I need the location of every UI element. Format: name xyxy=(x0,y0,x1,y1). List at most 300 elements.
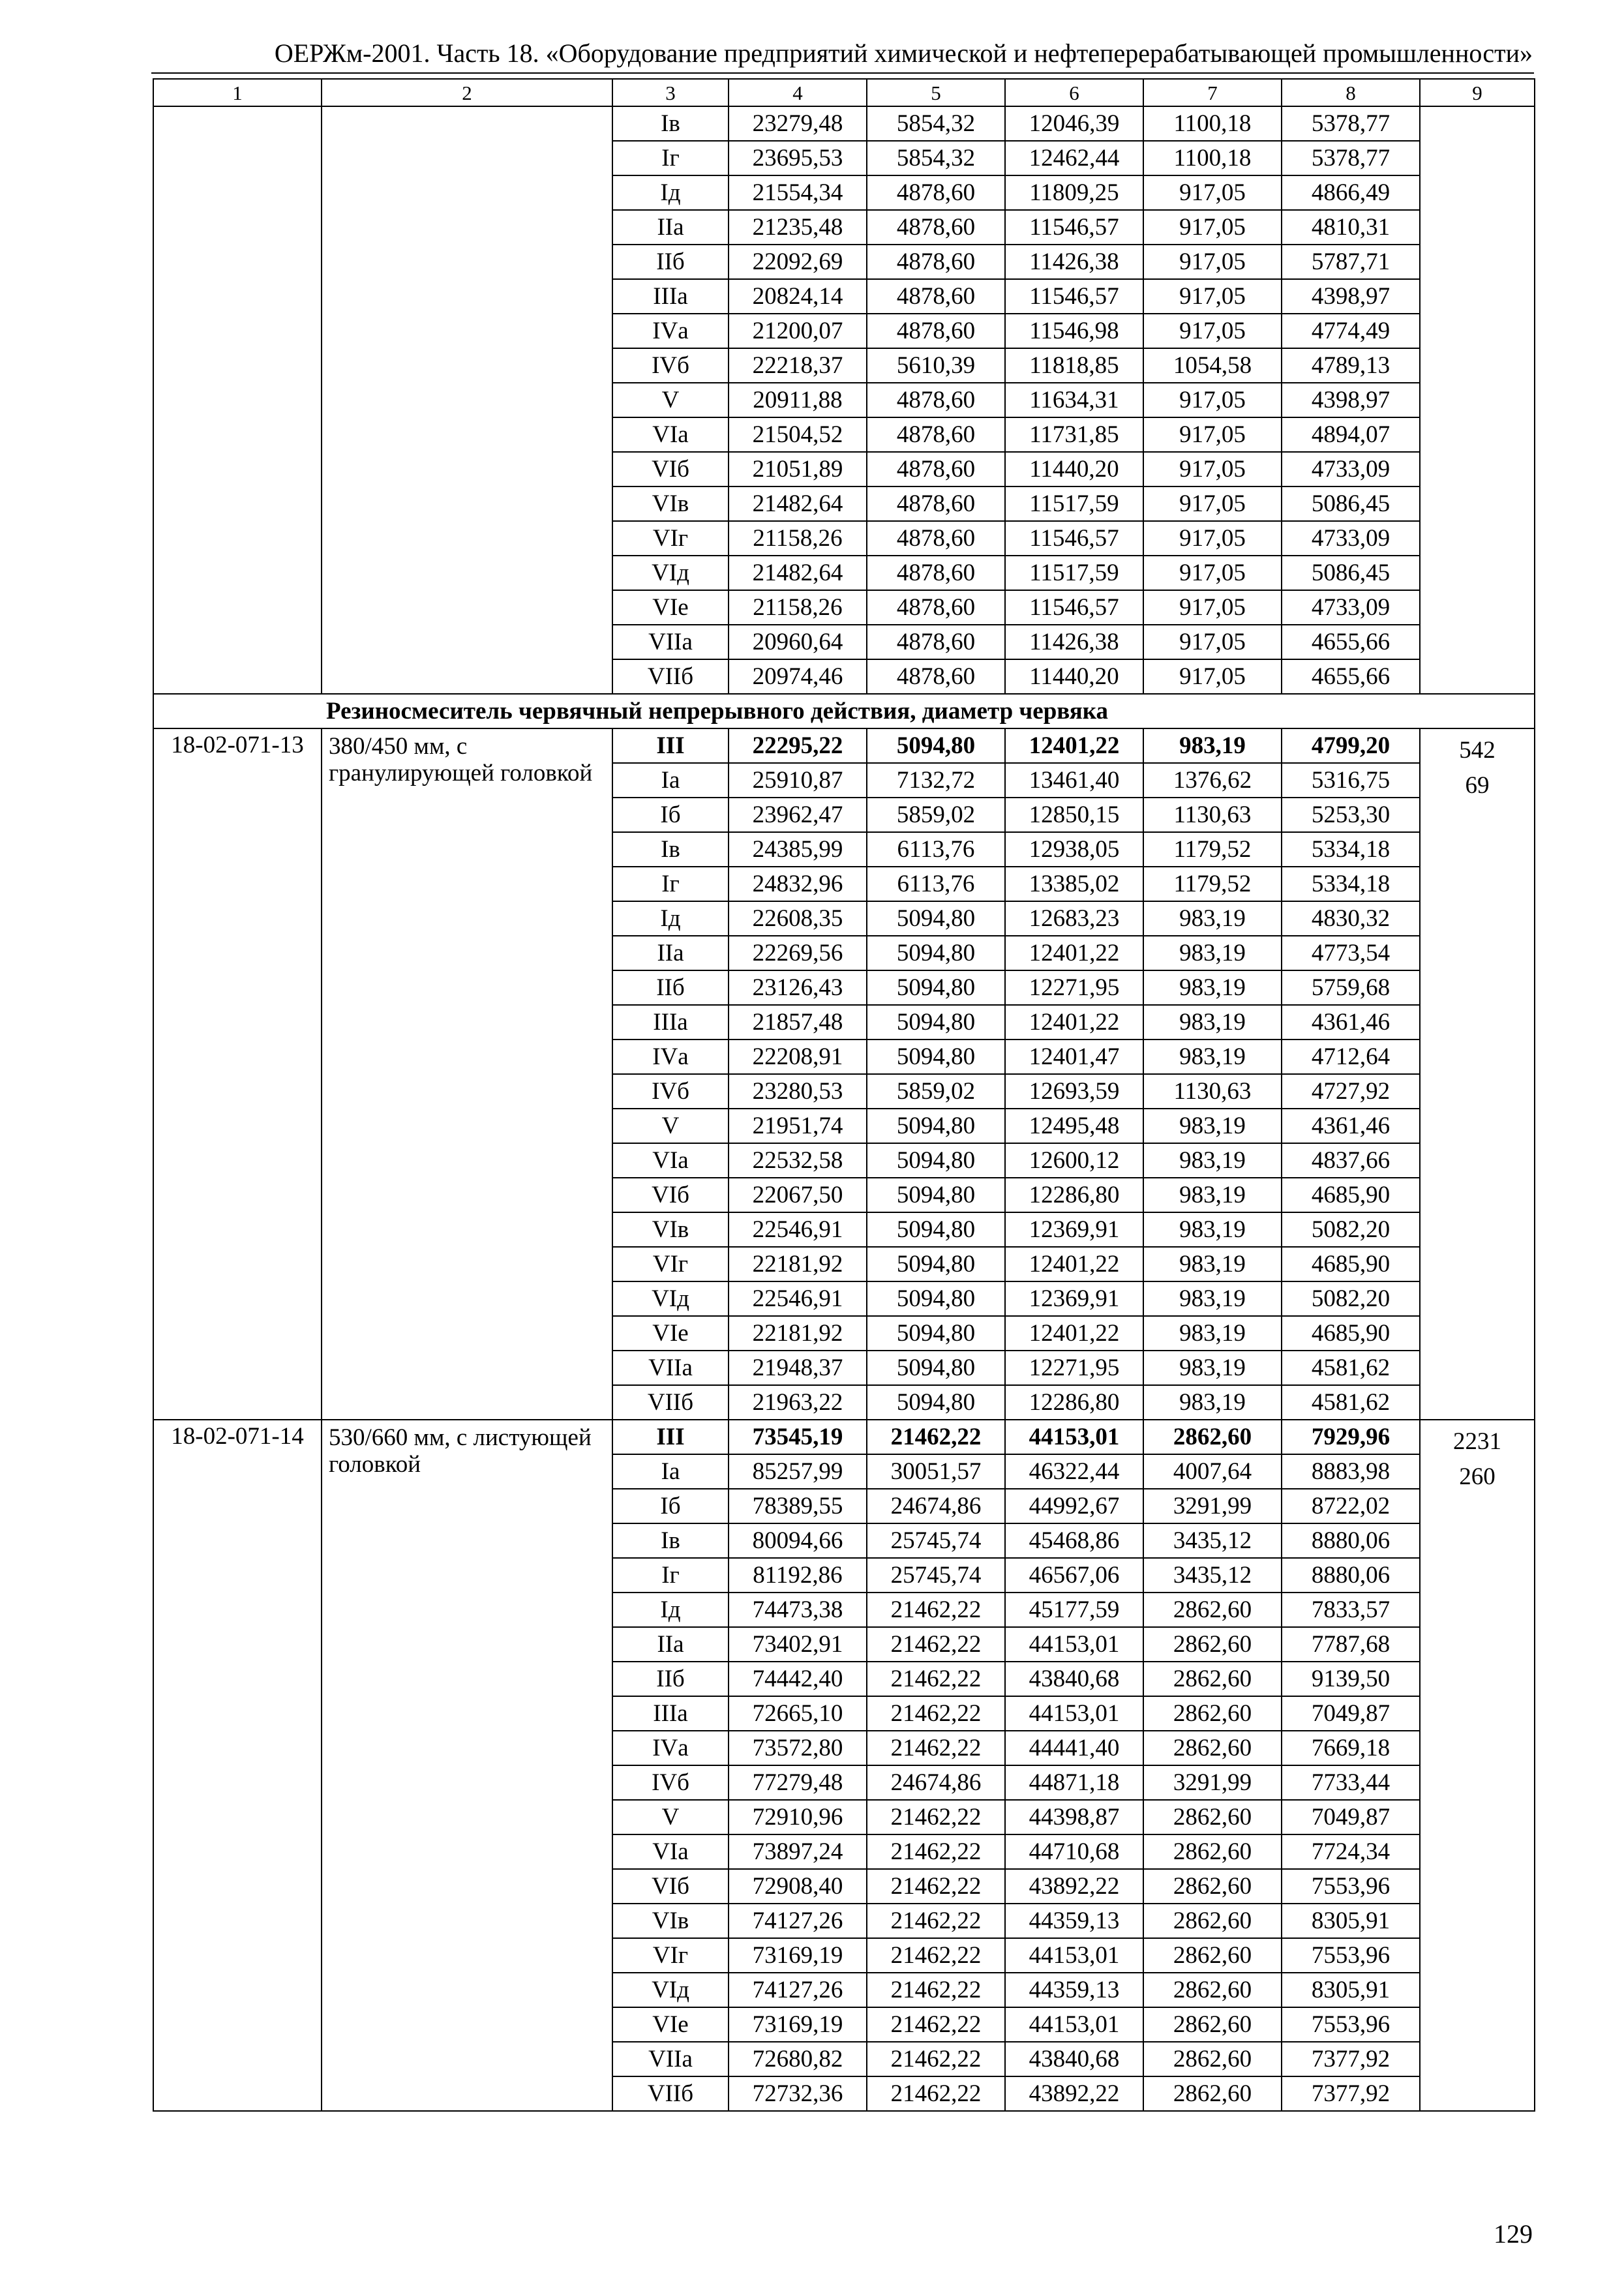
value-col7: 917,05 xyxy=(1143,556,1282,590)
region-code: VIIб xyxy=(612,2076,729,2111)
value-col6: 11426,38 xyxy=(1005,245,1143,279)
value-col8: 4398,97 xyxy=(1282,383,1420,417)
region-code: V xyxy=(612,1800,729,1834)
value-col5: 5094,80 xyxy=(867,1247,1005,1281)
value-col6: 11440,20 xyxy=(1005,452,1143,486)
value-col7: 1376,62 xyxy=(1143,763,1282,798)
value-col5: 5610,39 xyxy=(867,348,1005,383)
region-code: Iб xyxy=(612,798,729,832)
region-code: VIб xyxy=(612,1178,729,1212)
value-col5: 5094,80 xyxy=(867,1040,1005,1074)
value-col6: 44153,01 xyxy=(1005,1696,1143,1731)
value-col5: 5094,80 xyxy=(867,1281,1005,1316)
value-col8: 7553,96 xyxy=(1282,1938,1420,1973)
value-col6: 11731,85 xyxy=(1005,417,1143,452)
region-code: VIа xyxy=(612,1834,729,1869)
value-col7: 983,19 xyxy=(1143,901,1282,936)
region-code: Iв xyxy=(612,832,729,867)
value-col6: 11546,57 xyxy=(1005,210,1143,245)
value-col7: 2862,60 xyxy=(1143,1662,1282,1696)
value-col5: 4878,60 xyxy=(867,279,1005,314)
value-col5: 21462,22 xyxy=(867,1627,1005,1662)
value-col6: 46567,06 xyxy=(1005,1558,1143,1593)
value-col5: 4878,60 xyxy=(867,245,1005,279)
value-col4: 20974,46 xyxy=(729,659,867,694)
value-col7: 983,19 xyxy=(1143,936,1282,970)
value-col8: 4789,13 xyxy=(1282,348,1420,383)
value-col5: 5094,80 xyxy=(867,1351,1005,1385)
region-code: VIг xyxy=(612,1938,729,1973)
value-col6: 12401,47 xyxy=(1005,1040,1143,1074)
value-col6: 12401,22 xyxy=(1005,1316,1143,1351)
value-col7: 2862,60 xyxy=(1143,2007,1282,2042)
value-col8: 4830,32 xyxy=(1282,901,1420,936)
item-name: 380/450 мм, с гранулирующей головкой xyxy=(322,728,612,1420)
value-col7: 2862,60 xyxy=(1143,2076,1282,2111)
value-col4: 22295,22 xyxy=(729,728,867,763)
value-col4: 73402,91 xyxy=(729,1627,867,1662)
value-col7: 2862,60 xyxy=(1143,1800,1282,1834)
value-col5: 21462,22 xyxy=(867,2007,1005,2042)
value-col4: 21963,22 xyxy=(729,1385,867,1420)
value-col7: 983,19 xyxy=(1143,1351,1282,1385)
value-col5: 5094,80 xyxy=(867,1109,1005,1143)
value-col5: 21462,22 xyxy=(867,1800,1005,1834)
region-code: IVб xyxy=(612,1765,729,1800)
value-col6: 11546,98 xyxy=(1005,314,1143,348)
region-code: Iа xyxy=(612,763,729,798)
value-col4: 80094,66 xyxy=(729,1523,867,1558)
value-col5: 5854,32 xyxy=(867,106,1005,141)
value-col4: 81192,86 xyxy=(729,1558,867,1593)
value-col8: 4774,49 xyxy=(1282,314,1420,348)
value-col4: 22181,92 xyxy=(729,1316,867,1351)
region-code: VIа xyxy=(612,417,729,452)
value-col6: 44359,13 xyxy=(1005,1973,1143,2007)
value-col5: 4878,60 xyxy=(867,417,1005,452)
value-col7: 983,19 xyxy=(1143,1040,1282,1074)
value-col8: 7377,92 xyxy=(1282,2042,1420,2076)
value-col8: 4361,46 xyxy=(1282,1109,1420,1143)
value-col5: 5859,02 xyxy=(867,1074,1005,1109)
value-col8: 5316,75 xyxy=(1282,763,1420,798)
region-code: V xyxy=(612,1109,729,1143)
value-col5: 25745,74 xyxy=(867,1523,1005,1558)
col9-cell xyxy=(1420,728,1535,1420)
value-col5: 4878,60 xyxy=(867,210,1005,245)
value-col4: 20911,88 xyxy=(729,383,867,417)
value-col5: 4878,60 xyxy=(867,625,1005,659)
header-divider xyxy=(151,72,1534,74)
value-col6: 43840,68 xyxy=(1005,1662,1143,1696)
column-number: 6 xyxy=(1005,79,1143,106)
value-col8: 5086,45 xyxy=(1282,556,1420,590)
region-code: VIIа xyxy=(612,2042,729,2076)
value-col4: 24385,99 xyxy=(729,832,867,867)
value-col6: 13385,02 xyxy=(1005,867,1143,901)
region-code: VIIа xyxy=(612,625,729,659)
value-col5: 5859,02 xyxy=(867,798,1005,832)
value-col6: 44153,01 xyxy=(1005,2007,1143,2042)
value-col4: 25910,87 xyxy=(729,763,867,798)
region-code: VIв xyxy=(612,486,729,521)
region-code: VIе xyxy=(612,590,729,625)
value-col6: 44710,68 xyxy=(1005,1834,1143,1869)
value-col6: 12938,05 xyxy=(1005,832,1143,867)
column-number: 1 xyxy=(153,79,322,106)
value-col8: 4727,92 xyxy=(1282,1074,1420,1109)
value-col8: 7787,68 xyxy=(1282,1627,1420,1662)
value-col8: 7553,96 xyxy=(1282,2007,1420,2042)
value-col6: 11818,85 xyxy=(1005,348,1143,383)
value-col8: 4733,09 xyxy=(1282,452,1420,486)
region-code: VIв xyxy=(612,1212,729,1247)
value-col5: 6113,76 xyxy=(867,867,1005,901)
region-code: Iд xyxy=(612,901,729,936)
region-code: Iд xyxy=(612,1593,729,1627)
value-col6: 12286,80 xyxy=(1005,1178,1143,1212)
value-col4: 21235,48 xyxy=(729,210,867,245)
region-code: VIг xyxy=(612,1247,729,1281)
value-col5: 21462,22 xyxy=(867,1938,1005,1973)
value-col4: 23280,53 xyxy=(729,1074,867,1109)
value-col7: 983,19 xyxy=(1143,1281,1282,1316)
value-col4: 74442,40 xyxy=(729,1662,867,1696)
item-code: 18-02-071-13 xyxy=(153,728,322,1420)
value-col7: 983,19 xyxy=(1143,970,1282,1005)
value-col4: 21504,52 xyxy=(729,417,867,452)
value-col6: 12850,15 xyxy=(1005,798,1143,832)
value-col4: 22608,35 xyxy=(729,901,867,936)
column-number: 3 xyxy=(612,79,729,106)
name-cell xyxy=(322,106,612,694)
column-number: 4 xyxy=(729,79,867,106)
value-col6: 11546,57 xyxy=(1005,279,1143,314)
col9-cell xyxy=(1420,1420,1535,2111)
value-col8: 4685,90 xyxy=(1282,1316,1420,1351)
value-col4: 21158,26 xyxy=(729,521,867,556)
value-col7: 983,19 xyxy=(1143,1178,1282,1212)
value-col7: 917,05 xyxy=(1143,279,1282,314)
value-col6: 43840,68 xyxy=(1005,2042,1143,2076)
value-col4: 74127,26 xyxy=(729,1904,867,1938)
value-col6: 12046,39 xyxy=(1005,106,1143,141)
value-col8: 4685,90 xyxy=(1282,1178,1420,1212)
value-col8: 7377,92 xyxy=(1282,2076,1420,2111)
item-name: 530/660 мм, с листующей головкой xyxy=(322,1420,612,2111)
region-code: Iг xyxy=(612,867,729,901)
value-col4: 21482,64 xyxy=(729,556,867,590)
value-col5: 5094,80 xyxy=(867,936,1005,970)
value-col5: 4878,60 xyxy=(867,521,1005,556)
value-col7: 2862,60 xyxy=(1143,1696,1282,1731)
value-col4: 72910,96 xyxy=(729,1800,867,1834)
value-col5: 7132,72 xyxy=(867,763,1005,798)
section-title: Резиносмеситель червячный непрерывного действия, диаметр червяка xyxy=(153,694,1535,728)
value-col5: 21462,22 xyxy=(867,1420,1005,1454)
value-col4: 21857,48 xyxy=(729,1005,867,1040)
value-col5: 4878,60 xyxy=(867,452,1005,486)
value-col7: 2862,60 xyxy=(1143,1973,1282,2007)
value-col8: 5082,20 xyxy=(1282,1212,1420,1247)
region-code: VIа xyxy=(612,1143,729,1178)
value-col7: 917,05 xyxy=(1143,521,1282,556)
value-col4: 21948,37 xyxy=(729,1351,867,1385)
value-col5: 5094,80 xyxy=(867,1005,1005,1040)
region-code: IVа xyxy=(612,1731,729,1765)
value-col6: 12495,48 xyxy=(1005,1109,1143,1143)
value-col5: 4878,60 xyxy=(867,175,1005,210)
value-col8: 5334,18 xyxy=(1282,832,1420,867)
value-col4: 73169,19 xyxy=(729,2007,867,2042)
value-col4: 74127,26 xyxy=(729,1973,867,2007)
column-number: 2 xyxy=(322,79,612,106)
region-code: Iб xyxy=(612,1489,729,1523)
region-code: IIIа xyxy=(612,1696,729,1731)
region-code: Iг xyxy=(612,1558,729,1593)
value-col5: 30051,57 xyxy=(867,1454,1005,1489)
value-col6: 12271,95 xyxy=(1005,1351,1143,1385)
region-code: VIд xyxy=(612,1281,729,1316)
region-code: IIб xyxy=(612,245,729,279)
value-col6: 12401,22 xyxy=(1005,728,1143,763)
region-code: IVа xyxy=(612,1040,729,1074)
column-number-row xyxy=(153,79,1535,106)
value-col8: 8305,91 xyxy=(1282,1904,1420,1938)
value-col6: 44992,67 xyxy=(1005,1489,1143,1523)
region-code: VIг xyxy=(612,521,729,556)
code-cell xyxy=(153,106,322,694)
value-col4: 77279,48 xyxy=(729,1765,867,1800)
value-col5: 21462,22 xyxy=(867,1731,1005,1765)
value-col5: 4878,60 xyxy=(867,590,1005,625)
value-col7: 917,05 xyxy=(1143,452,1282,486)
value-col7: 2862,60 xyxy=(1143,1420,1282,1454)
value-col5: 5094,80 xyxy=(867,1385,1005,1420)
value-col4: 23279,48 xyxy=(729,106,867,141)
value-col5: 24674,86 xyxy=(867,1765,1005,1800)
value-col7: 983,19 xyxy=(1143,1247,1282,1281)
value-col7: 983,19 xyxy=(1143,728,1282,763)
value-col6: 44153,01 xyxy=(1005,1627,1143,1662)
value-col8: 5253,30 xyxy=(1282,798,1420,832)
rates-table xyxy=(153,78,1535,2112)
value-col7: 3435,12 xyxy=(1143,1558,1282,1593)
value-col6: 12693,59 xyxy=(1005,1074,1143,1109)
value-col6: 44153,01 xyxy=(1005,1938,1143,1973)
region-code: IVб xyxy=(612,1074,729,1109)
value-col6: 12683,23 xyxy=(1005,901,1143,936)
value-col7: 2862,60 xyxy=(1143,1834,1282,1869)
value-col5: 21462,22 xyxy=(867,1973,1005,2007)
value-col6: 11440,20 xyxy=(1005,659,1143,694)
value-col8: 5759,68 xyxy=(1282,970,1420,1005)
value-col8: 5334,18 xyxy=(1282,867,1420,901)
column-number: 5 xyxy=(867,79,1005,106)
value-col6: 12286,80 xyxy=(1005,1385,1143,1420)
column-number: 9 xyxy=(1420,79,1535,106)
table-row xyxy=(153,106,1535,141)
value-col8: 8880,06 xyxy=(1282,1558,1420,1593)
value-col5: 5094,80 xyxy=(867,901,1005,936)
value-col5: 5094,80 xyxy=(867,970,1005,1005)
value-col4: 72665,10 xyxy=(729,1696,867,1731)
value-col5: 21462,22 xyxy=(867,1904,1005,1938)
value-col7: 3291,99 xyxy=(1143,1765,1282,1800)
value-col5: 21462,22 xyxy=(867,2076,1005,2111)
value-col6: 44359,13 xyxy=(1005,1904,1143,1938)
value-col4: 72732,36 xyxy=(729,2076,867,2111)
value-col6: 45177,59 xyxy=(1005,1593,1143,1627)
value-col6: 11634,31 xyxy=(1005,383,1143,417)
region-code: IIб xyxy=(612,970,729,1005)
value-col8: 4837,66 xyxy=(1282,1143,1420,1178)
value-col8: 4581,62 xyxy=(1282,1351,1420,1385)
value-col8: 4361,46 xyxy=(1282,1005,1420,1040)
value-col5: 25745,74 xyxy=(867,1558,1005,1593)
value-col8: 7049,87 xyxy=(1282,1800,1420,1834)
value-col5: 21462,22 xyxy=(867,1834,1005,1869)
value-col6: 12369,91 xyxy=(1005,1212,1143,1247)
col9-cell xyxy=(1420,106,1535,694)
region-code: VIIб xyxy=(612,1385,729,1420)
value-col4: 23126,43 xyxy=(729,970,867,1005)
value-col5: 21462,22 xyxy=(867,1696,1005,1731)
region-code: IIIа xyxy=(612,279,729,314)
region-code: IIа xyxy=(612,936,729,970)
region-code: IIб xyxy=(612,1662,729,1696)
value-col7: 983,19 xyxy=(1143,1316,1282,1351)
value-col5: 4878,60 xyxy=(867,486,1005,521)
region-code: VIе xyxy=(612,2007,729,2042)
value-col4: 22532,58 xyxy=(729,1143,867,1178)
region-code: VIд xyxy=(612,1973,729,2007)
page-number: 129 xyxy=(1494,2219,1533,2249)
value-col5: 5094,80 xyxy=(867,728,1005,763)
value-col4: 73897,24 xyxy=(729,1834,867,1869)
region-code: IVа xyxy=(612,314,729,348)
value-col8: 4655,66 xyxy=(1282,625,1420,659)
value-col8: 7929,96 xyxy=(1282,1420,1420,1454)
value-col6: 12369,91 xyxy=(1005,1281,1143,1316)
rates-table-body xyxy=(153,79,1535,2111)
value-col5: 5094,80 xyxy=(867,1316,1005,1351)
column-number: 8 xyxy=(1282,79,1420,106)
value-col8: 7833,57 xyxy=(1282,1593,1420,1627)
value-col4: 22269,56 xyxy=(729,936,867,970)
region-code: VIб xyxy=(612,452,729,486)
value-col5: 21462,22 xyxy=(867,1869,1005,1904)
value-col4: 74473,38 xyxy=(729,1593,867,1627)
value-col4: 72908,40 xyxy=(729,1869,867,1904)
value-col6: 12271,95 xyxy=(1005,970,1143,1005)
value-col5: 21462,22 xyxy=(867,1593,1005,1627)
value-col8: 8305,91 xyxy=(1282,1973,1420,2007)
region-code: VIд xyxy=(612,556,729,590)
region-code: Iд xyxy=(612,175,729,210)
value-col4: 20824,14 xyxy=(729,279,867,314)
value-col4: 21200,07 xyxy=(729,314,867,348)
col9-value: 69 xyxy=(1465,771,1490,799)
value-col4: 73545,19 xyxy=(729,1420,867,1454)
value-col6: 13461,40 xyxy=(1005,763,1143,798)
value-col5: 24674,86 xyxy=(867,1489,1005,1523)
region-code: Iа xyxy=(612,1454,729,1489)
value-col4: 78389,55 xyxy=(729,1489,867,1523)
value-col8: 4685,90 xyxy=(1282,1247,1420,1281)
value-col4: 21554,34 xyxy=(729,175,867,210)
region-code: III xyxy=(612,1420,729,1454)
value-col8: 8880,06 xyxy=(1282,1523,1420,1558)
value-col8: 7553,96 xyxy=(1282,1869,1420,1904)
value-col7: 917,05 xyxy=(1143,175,1282,210)
value-col4: 21158,26 xyxy=(729,590,867,625)
item-code: 18-02-071-14 xyxy=(153,1420,322,2111)
value-col7: 1054,58 xyxy=(1143,348,1282,383)
value-col6: 11517,59 xyxy=(1005,486,1143,521)
value-col8: 4712,64 xyxy=(1282,1040,1420,1074)
value-col7: 1100,18 xyxy=(1143,106,1282,141)
value-col7: 2862,60 xyxy=(1143,2042,1282,2076)
value-col8: 5086,45 xyxy=(1282,486,1420,521)
value-col7: 1130,63 xyxy=(1143,798,1282,832)
col9-value: 260 xyxy=(1459,1463,1496,1490)
value-col7: 1130,63 xyxy=(1143,1074,1282,1109)
value-col7: 4007,64 xyxy=(1143,1454,1282,1489)
value-col8: 8722,02 xyxy=(1282,1489,1420,1523)
region-code: VIIа xyxy=(612,1351,729,1385)
region-code: III xyxy=(612,728,729,763)
value-col7: 917,05 xyxy=(1143,383,1282,417)
region-code: VIIб xyxy=(612,659,729,694)
value-col6: 12401,22 xyxy=(1005,936,1143,970)
region-code: VIв xyxy=(612,1904,729,1938)
value-col5: 21462,22 xyxy=(867,1662,1005,1696)
value-col8: 4655,66 xyxy=(1282,659,1420,694)
table-row xyxy=(153,728,1535,763)
value-col8: 9139,50 xyxy=(1282,1662,1420,1696)
value-col8: 4733,09 xyxy=(1282,521,1420,556)
value-col4: 22208,91 xyxy=(729,1040,867,1074)
value-col7: 2862,60 xyxy=(1143,1938,1282,1973)
region-code: VIб xyxy=(612,1869,729,1904)
value-col4: 21951,74 xyxy=(729,1109,867,1143)
value-col6: 11546,57 xyxy=(1005,521,1143,556)
value-col8: 4581,62 xyxy=(1282,1385,1420,1420)
value-col6: 12600,12 xyxy=(1005,1143,1143,1178)
value-col6: 46322,44 xyxy=(1005,1454,1143,1489)
value-col4: 73572,80 xyxy=(729,1731,867,1765)
value-col7: 1179,52 xyxy=(1143,832,1282,867)
value-col5: 5094,80 xyxy=(867,1212,1005,1247)
page-header: ОЕРЖм-2001. Часть 18. «Оборудование предприятий химической и нефтеперерабатывающей промышленности» xyxy=(274,38,1533,68)
region-code: Iв xyxy=(612,106,729,141)
region-code: IIIа xyxy=(612,1005,729,1040)
value-col8: 4799,20 xyxy=(1282,728,1420,763)
value-col5: 6113,76 xyxy=(867,832,1005,867)
value-col5: 4878,60 xyxy=(867,314,1005,348)
value-col4: 22067,50 xyxy=(729,1178,867,1212)
value-col6: 11809,25 xyxy=(1005,175,1143,210)
value-col4: 21051,89 xyxy=(729,452,867,486)
value-col4: 22546,91 xyxy=(729,1281,867,1316)
region-code: Iг xyxy=(612,141,729,175)
value-col5: 4878,60 xyxy=(867,659,1005,694)
value-col7: 917,05 xyxy=(1143,417,1282,452)
value-col8: 7669,18 xyxy=(1282,1731,1420,1765)
value-col7: 3291,99 xyxy=(1143,1489,1282,1523)
value-col8: 7733,44 xyxy=(1282,1765,1420,1800)
